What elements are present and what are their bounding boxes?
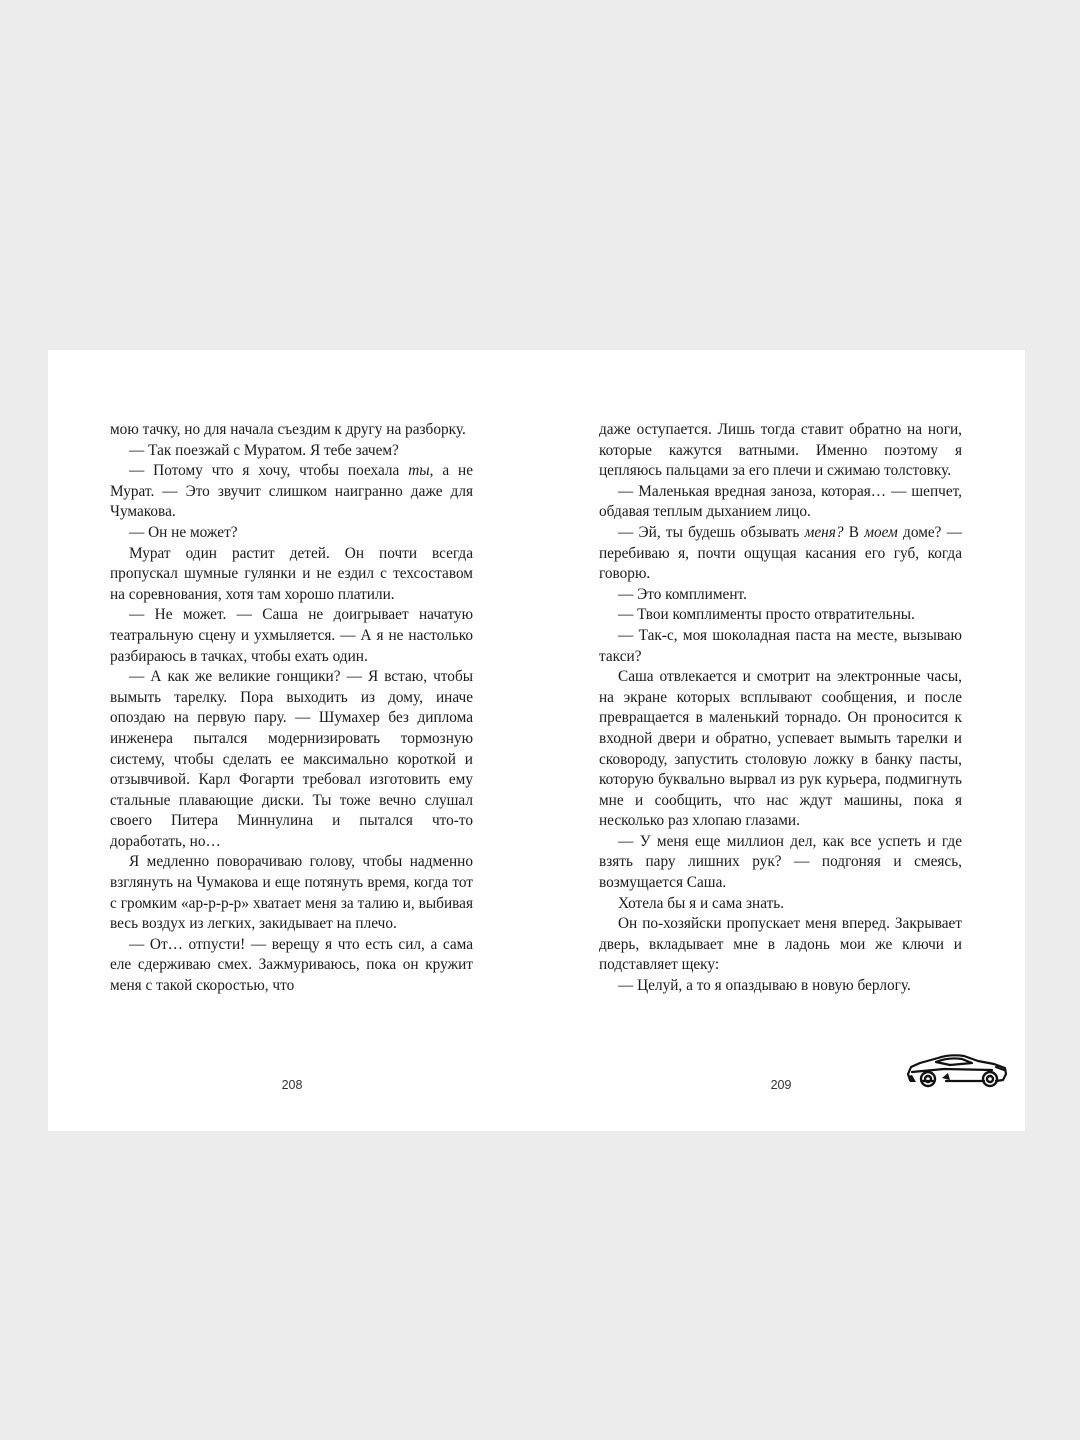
paragraph: — Потому что я хочу, чтобы поехала ты, а не Мурат. — Это звучит слишком наигранно даже для Чумакова.	[110, 462, 473, 521]
paragraph: — Твои комплименты просто отвратительны.	[618, 606, 915, 624]
paragraph: — Не может. — Саша не доигрывает начатую театральную сцену и ухмыляется. — А я не настолько разбираюсь в тачках, чтобы ехать один.	[110, 606, 473, 665]
sports-car-icon	[906, 1050, 1008, 1088]
right-page-text	[599, 420, 962, 997]
paragraph: — Это комплимент.	[618, 585, 747, 603]
paragraph: Саша отвлекается и смотрит на электронные часы, на экране которых всплывают сообщения, и после превращается в маленький торнадо. Он проносится к входной двери и обратно, успевает вымыть тарелки и сковороду, запустить столовую ложку в банку пасты, которую буквально вырвал из рук курьера, подмигнуть мне и сообщить, что нас ждут машины, пока я несколько раз хлопаю глазами.	[599, 668, 962, 830]
emphasis: меня?	[804, 523, 844, 541]
page-number-left: 208	[281, 1078, 303, 1092]
paragraph: даже оступается. Лишь тогда ставит обратно на ноги, которые кажутся ватными. Именно поэтому я цепляюсь пальцами за его плечи и сжимаю толстовку.	[599, 421, 962, 480]
emphasis: ты	[408, 462, 430, 480]
paragraph: — Он не может?	[129, 523, 238, 541]
book-spread	[48, 350, 1025, 1131]
paragraph: Хотела бы я и сама знать.	[618, 894, 785, 912]
paragraph: — Маленькая вредная заноза, которая… — шепчет, обдавая теплым дыханием лицо.	[599, 482, 962, 521]
page-number-right: 209	[770, 1078, 792, 1092]
paragraph: — Так-с, моя шоколадная паста на месте, вызываю такси?	[599, 626, 962, 665]
paragraph: Он по-хозяйски пропускает меня вперед. Закрывает дверь, вкладывает мне в ладонь мои же ключи и подставляет щеку:	[599, 915, 962, 974]
emphasis: моем	[864, 523, 898, 541]
paragraph: — Эй, ты будешь обзывать меня? В моем доме? — перебиваю я, почти ощущая касания его губ, когда говорю.	[599, 523, 962, 583]
paragraph: мою тачку, но для начала съездим к другу на разборку.	[110, 421, 466, 438]
paragraph: — От… отпусти! — верещу я что есть сил, а сама еле сдерживаю смех. Зажмуриваюсь, пока он кружит меня с такой скоростью, что	[110, 935, 473, 995]
paragraph: — У меня еще миллион дел, как все успеть и где взять пару лишних рук? — подгоняя и смеясь, возмущается Саша.	[599, 832, 962, 892]
paragraph: Мурат один растит детей. Он почти всегда пропускал шумные гулянки и не ездил с техсоставом на соревнования, хотя там хорошо платили.	[110, 544, 473, 603]
paragraph: Я медленно поворачиваю голову, чтобы надменно взглянуть на Чумакова и еще потянуть время, когда тот с громким «ар-р-р-р» хватает меня за талию и, выбивая весь воздух из легких, закидывает на плечо.	[110, 853, 473, 933]
paragraph: — Целуй, а то я опаздываю в новую берлогу.	[618, 977, 911, 995]
left-page-text	[110, 420, 473, 997]
paragraph: — Так поезжай с Муратом. Я тебе зачем?	[129, 441, 399, 459]
paragraph: — А как же великие гонщики? — Я встаю, чтобы вымыть тарелку. Пора выходить из дому, иначе опоздаю на первую пару. — Шумахер без диплома инженера пытался модернизировать тормозную систему, чтобы сделать ее максимально короткой и отзывчивой. Карл Фогарти требовал изготовить ему стальные плавающие диски. Ты тоже вечно слушал своего Питера Миннулина и пытался что-то доработать, но…	[110, 668, 473, 850]
